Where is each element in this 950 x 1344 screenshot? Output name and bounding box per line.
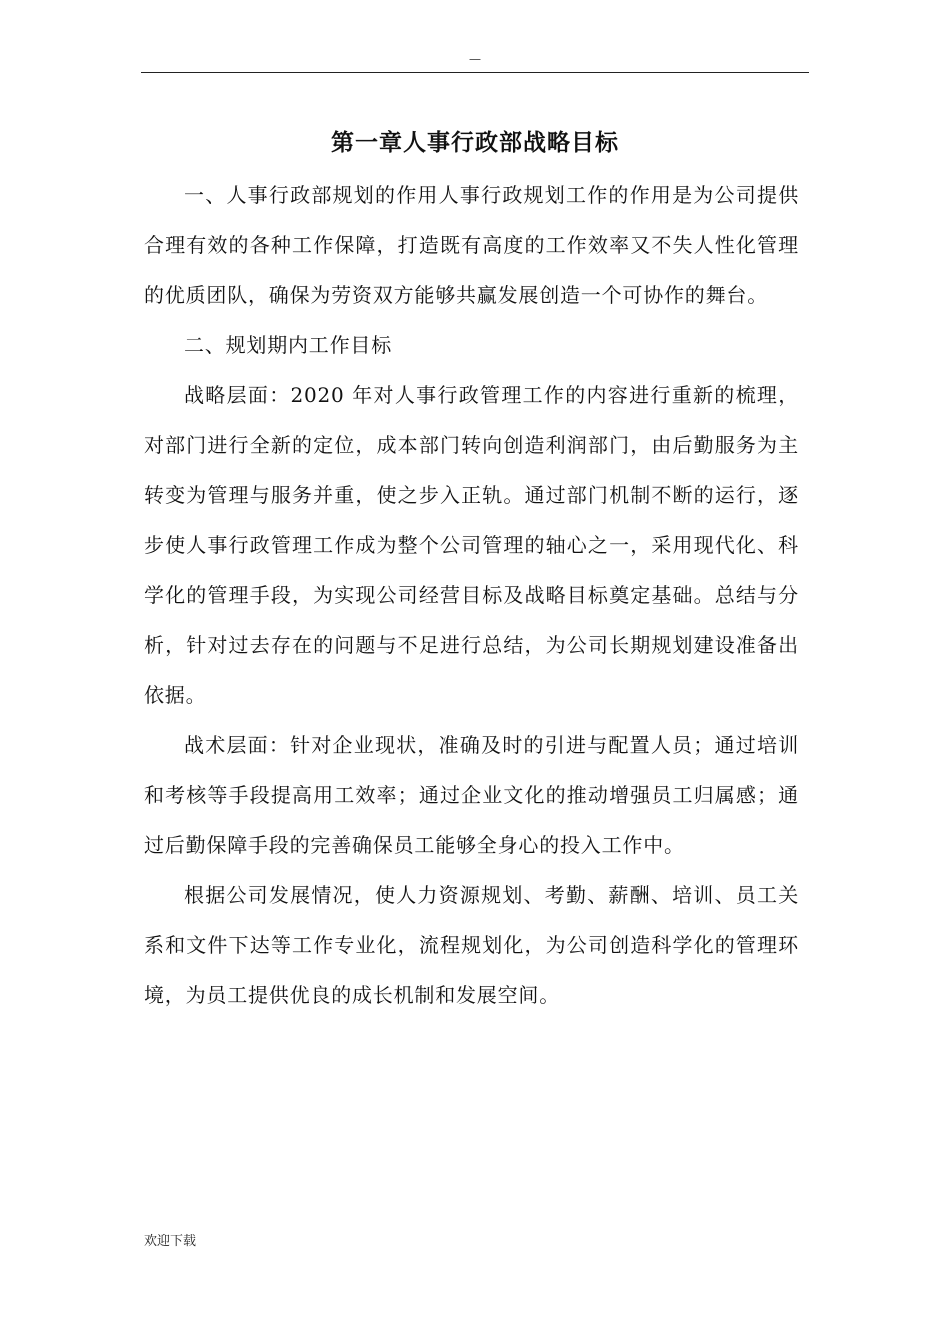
header-mark: — [469, 52, 481, 66]
paragraph-section-heading-goals: 二、规划期内工作目标 [184, 333, 392, 357]
paragraph-strategic-level: 战略层面：2020 年对人事行政管理工作的内容进行重新的梳理，对部门进行全新的定位，成本部门转向创造利润部门，由后勤服务为主转变为管理与服务并重，使之步入正轨。通过部门机制不断的运行，逐步使人事行政管理工作成为整个公司管理的轴心之一，采用现代化、科学化的管理手段，为实现公司经营目标及战略目标奠定基础。总结与分析，针对过去存在的问题与不足进行总结，为公司长期规划建设准备出依据。 [144, 383, 799, 707]
paragraph-development: 根据公司发展情况，使人力资源规划、考勤、薪酬、培训、员工关系和文件下达等工作专业化，流程规划化，为公司创造科学化的管理环境，为员工提供优良的成长机制和发展空间。 [144, 883, 799, 1007]
document-body [144, 170, 799, 1020]
footer-text: 欢迎下载 [144, 1234, 197, 1249]
paragraph-role-of-planning: 一、人事行政部规划的作用人事行政规划工作的作用是为公司提供合理有效的各种工作保障，打造既有高度的工作效率又不失人性化管理的优质团队，确保为劳资双方能够共赢发展创造一个可协作的舞台。 [144, 183, 799, 307]
document-title: 第一章人事行政部战略目标 [331, 129, 619, 156]
paragraph-tactical-level: 战术层面：针对企业现状，准确及时的引进与配置人员；通过培训和考核等手段提高用工效率；通过企业文化的推动增强员工归属感；通过后勤保障手段的完善确保员工能够全身心的投入工作中。 [144, 733, 799, 857]
header-rule [141, 72, 809, 73]
